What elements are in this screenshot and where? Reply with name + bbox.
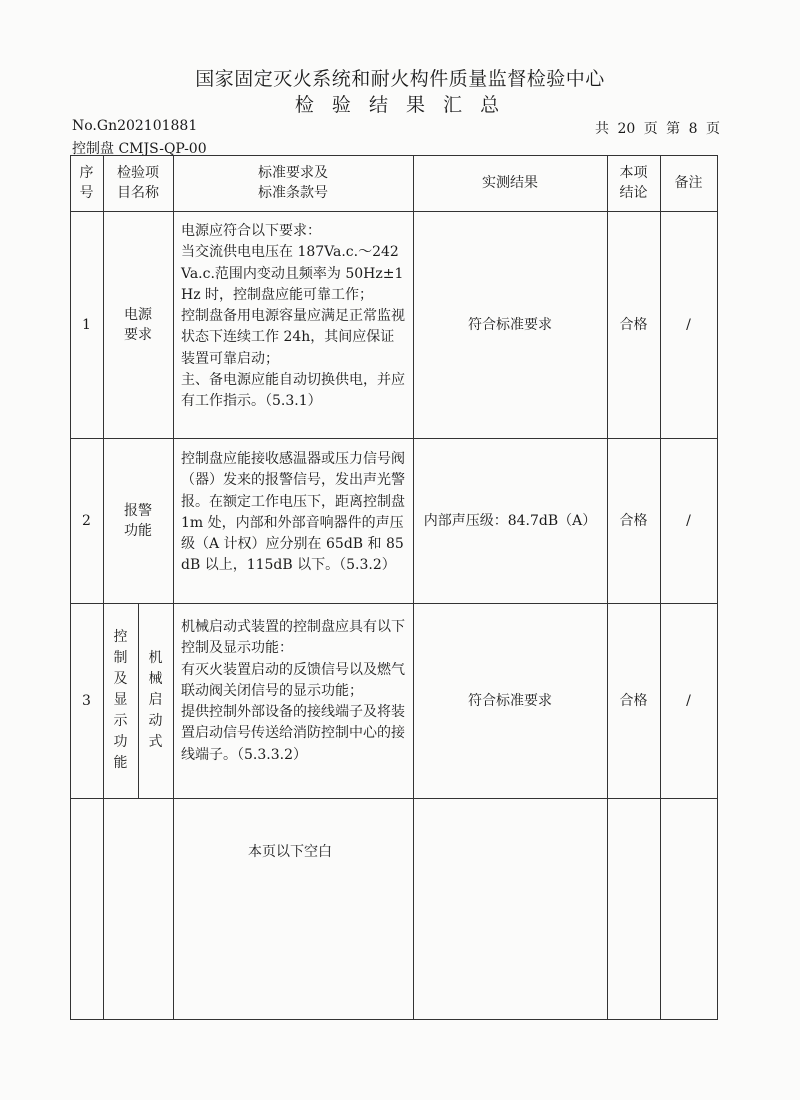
row-1-standard-line: 主、备电源应能自动切换供电，并应有工作指示。（5.3.1） [181,372,405,410]
row-2-remark: / [686,512,691,529]
organization-title: 国家固定灭火系统和耐火构件质量监督检验中心 [195,68,605,90]
row-2-result: 内部声压级：84.7dB（A） [423,512,597,529]
page-info: 共 20 页 第 8 页 [595,121,720,137]
row-2-item: 报警 功能 [124,502,152,539]
vertical-char: 功 [113,734,128,750]
vertical-char: 启 [148,692,163,708]
header-remark: 备注 [674,175,703,191]
row-3-seq: 3 [82,692,91,709]
row-3-remark: / [686,692,691,709]
row-3-item-main-text [114,627,128,774]
row-1-standard-line: 当交流供电电压在 187Va.c.～242Va.c.范围内变动且频率为 50Hz±1Hz 时，控制盘应能可靠工作； [181,244,404,303]
row-1-standard [173,217,413,413]
row-1-conclusion: 合格 [619,316,648,333]
row-3-conclusion: 合格 [619,692,648,709]
vertical-char: 械 [148,671,163,687]
report-number: No.Gn202101881 [72,118,198,134]
blank-below-note: 本页以下空白 [248,844,332,860]
header-seq: 序 号 [79,165,94,201]
results-table [70,155,718,1020]
row-1-result: 符合标准要求 [468,316,552,333]
row-3-standard-line: 机械启动式装置的控制盘应具有以下控制及显示功能： [181,619,405,657]
row-2-standard-line: 控制盘应能接收感温器或压力信号阀（器）发来的报警信号，发出声光警报。在额定工作电压下，距离控制盘 1m 处，内部和外部音响器件的声压级（A 计权）应分别在 65dB 和 85dB 以上，115dB 以下。（5.3.2） [181,451,405,574]
row-1-standard-line: 控制盘备用电源容量应满足正常监视状态下连续工作 24h，其间应保证装置可靠启动； [181,308,405,367]
row-3-standard [173,613,413,766]
row-2-standard [173,445,413,577]
row-1-remark: / [686,316,691,333]
table-border-right [717,155,718,1020]
header-conclusion: 本项 结论 [619,165,648,201]
row-1-item: 电源 要求 [124,306,152,343]
vertical-char: 控 [113,629,128,645]
vertical-char: 式 [148,734,163,750]
vertical-char: 制 [113,650,128,666]
table-border-bottom [70,1019,718,1020]
report-title: 检 验 结 果 汇 总 [294,94,506,116]
header-result: 实测结果 [482,175,538,191]
row-3-item-sub [138,603,173,798]
row-1-seq: 1 [82,316,91,333]
row-2-seq: 2 [82,512,91,529]
row-3-standard-line: 有灭火装置启动的反馈信号以及燃气联动阀关闭信号的显示功能； [181,661,405,699]
row-3-standard-line: 提供控制外部设备的接线端子及将装置启动信号传送给消防控制中心的接线端子。（5.3.3.2） [181,704,405,763]
header-item: 检验项 目名称 [117,165,159,201]
vertical-char: 能 [113,755,128,771]
vertical-char: 机 [148,650,163,666]
header-standard: 标准要求及 标准条款号 [258,165,328,201]
row-3-result: 符合标准要求 [468,692,552,709]
row-3-item-main [103,603,138,798]
product-model: 控制盘 CMJS-QP-00 [72,141,207,157]
vertical-char: 及 [113,671,128,687]
row-3-item-sub-text [149,648,163,753]
vertical-char: 示 [113,713,128,729]
row-divider [70,798,718,799]
vertical-char: 动 [148,713,163,729]
vertical-char: 显 [113,692,128,708]
row-1-standard-line: 电源应符合以下要求： [181,223,321,239]
row-2-conclusion: 合格 [619,512,648,529]
